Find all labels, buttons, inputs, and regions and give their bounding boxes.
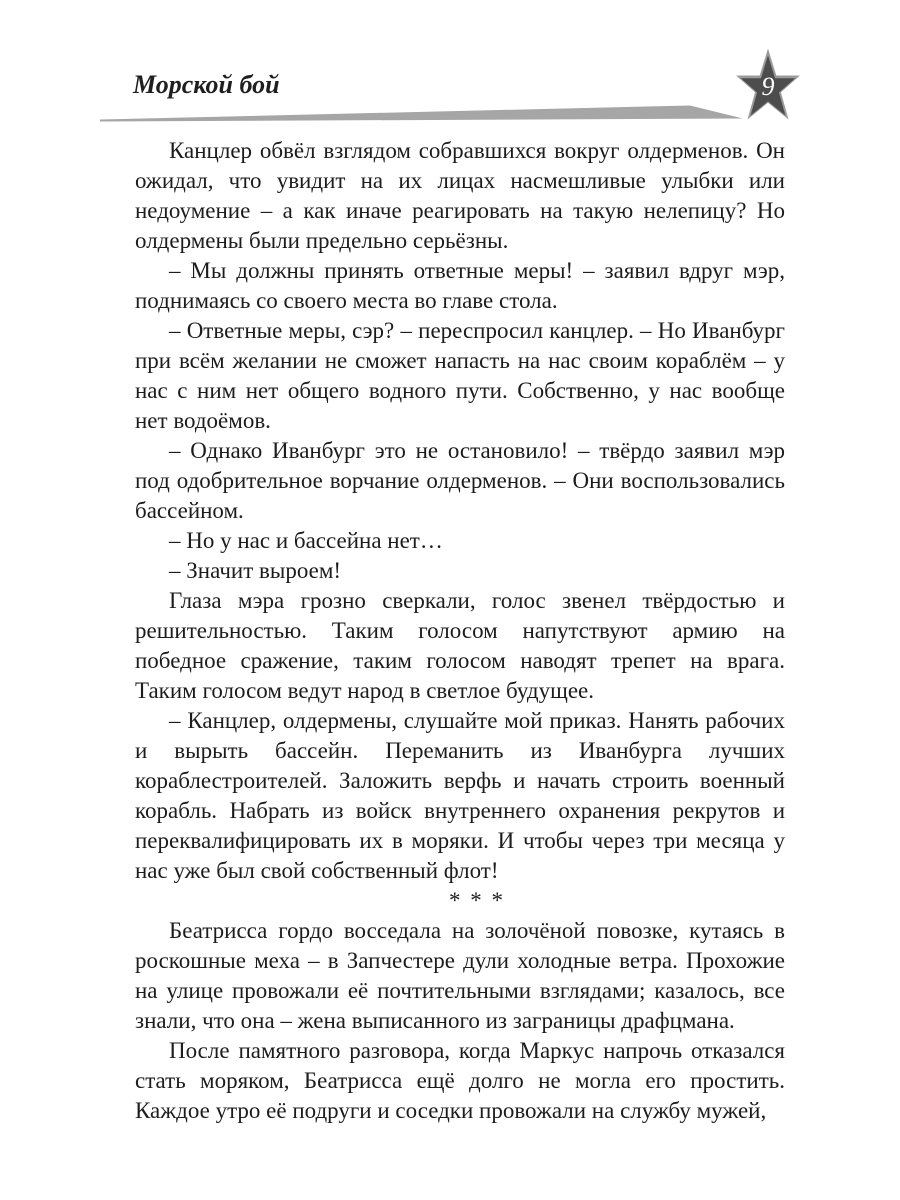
paragraph: – Ответные меры, сэр? – переспросил канцлер. – Но Иванбург при всём желании не сможет напасть на нас своим кораблём – у нас с ним нет общего водного пути. Собственно, у нас вообще нет водоёмов. [135, 318, 785, 433]
paragraph: – Канцлер, олдермены, слушайте мой приказ. Нанять рабочих и вырыть бассейн. Переманить из Иванбурга лучших кораблестроителей. Заложить верфь и начать строить военный корабль. Набрать из войск внутреннего охранения рекрутов и переквалифицировать их в моряки. И чтобы через три месяца у нас уже был свой собственный флот! [135, 708, 785, 883]
paragraph: – Однако Иванбург это не остановило! – твёрдо заявил мэр под одобрительное ворчание олдерменов. – Они воспользовались бассейном. [135, 438, 785, 523]
running-header-title: Морской бой [133, 70, 280, 99]
page-number: 9 [761, 72, 775, 101]
paragraph: Глаза мэра грозно сверкали, голос звенел твёрдостью и решительностью. Таким голосом напутствуют армию на победное сражение, таким голосом наводят трепет на врага. Таким голосом ведут народ в светлое будущее. [135, 588, 785, 703]
paragraph: – Мы должны принять ответные меры! – заявил вдруг мэр, поднимаясь со своего места во главе стола. [135, 258, 785, 313]
paragraph: – Значит выроем! [169, 558, 342, 583]
section-separator: * * * [449, 888, 505, 913]
paragraph: Беатрисса гордо восседала на золочёной повозке, кутаясь в роскошные меха – в Запчестере дули холодные ветра. Прохожие на улице провожали её почтительными взглядами; казалось, все знали, что она – жена выписанного из заграницы драфцмана. [135, 918, 785, 1033]
body-text [135, 136, 785, 1126]
paragraph: После памятного разговора, когда Маркус напрочь отказался стать моряком, Беатрисса ещё долго не могла его простить. Каждое утро её подруги и соседки провожали на службу мужей, [135, 1038, 785, 1123]
paragraph: Канцлер обвёл взглядом собравшихся вокруг олдерменов. Он ожидал, что увидит на их лицах насмешливые улыбки или недоумение – а как иначе реагировать на такую нелепицу? Но олдермены были предельно серьёзны. [135, 138, 785, 253]
header-divider [100, 103, 750, 123]
paragraph: – Но у нас и бассейна нет… [169, 528, 443, 553]
page-number-star [734, 47, 802, 125]
divider-wedge-shape [100, 103, 750, 123]
divider-wedge-polygon [100, 106, 743, 122]
